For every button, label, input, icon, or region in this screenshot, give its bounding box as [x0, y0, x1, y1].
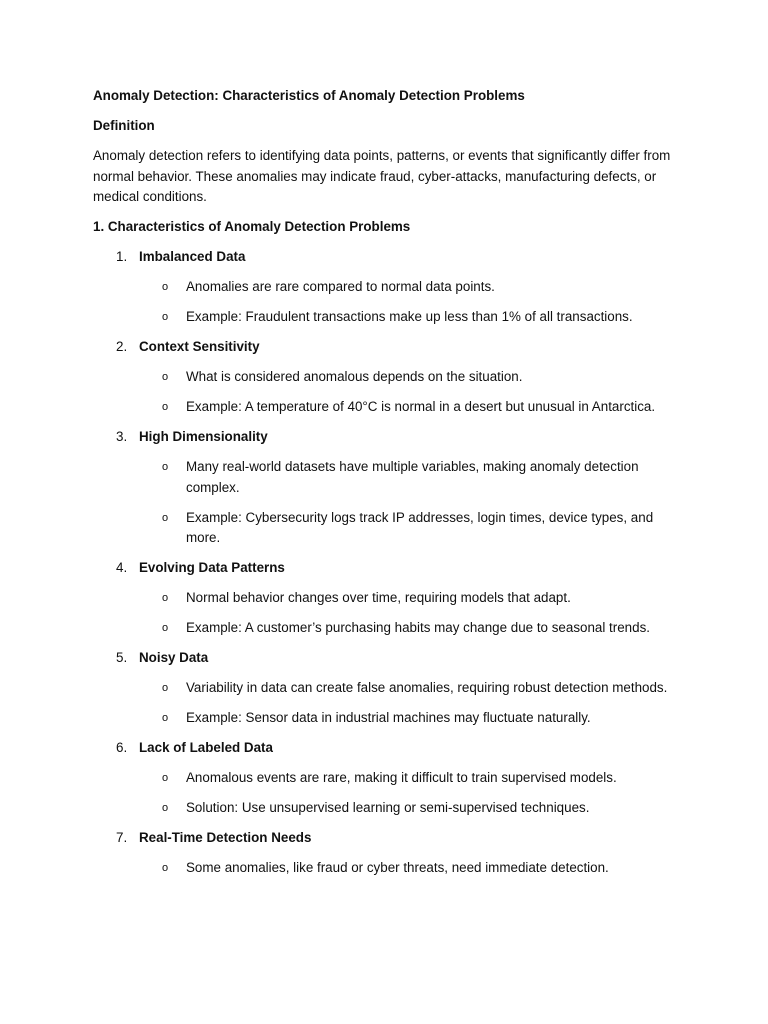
circle-bullet-icon: o	[162, 371, 169, 383]
sub-point-text: Some anomalies, like fraud or cyber threats, need immediate detection.	[186, 860, 609, 875]
item-heading	[93, 247, 683, 268]
list-item	[93, 247, 683, 328]
sub-point	[93, 457, 683, 498]
item-title: Evolving Data Patterns	[139, 560, 285, 575]
item-title: High Dimensionality	[139, 429, 268, 444]
circle-bullet-icon: o	[162, 461, 169, 473]
sub-point-list	[93, 367, 683, 418]
sub-point-text: Anomalous events are rare, making it difficult to train supervised models.	[186, 770, 617, 785]
sub-point	[93, 367, 683, 388]
list-item	[93, 558, 683, 639]
sub-point-text: Example: Fraudulent transactions make up less than 1% of all transactions.	[186, 309, 633, 324]
sub-point-list	[93, 768, 683, 819]
sub-point-text: Example: A customer’s purchasing habits may change due to seasonal trends.	[186, 620, 650, 635]
characteristics-list	[93, 247, 683, 879]
list-item	[93, 337, 683, 418]
sub-point-list	[93, 858, 683, 879]
item-number: 6.	[116, 740, 128, 755]
item-title: Real-Time Detection Needs	[139, 830, 312, 845]
sub-point	[93, 508, 683, 549]
list-item	[93, 427, 683, 549]
item-number: 5.	[116, 650, 128, 665]
item-heading	[93, 427, 683, 448]
circle-bullet-icon: o	[162, 772, 169, 784]
sub-point	[93, 588, 683, 609]
sub-point	[93, 798, 683, 819]
item-title: Lack of Labeled Data	[139, 740, 273, 755]
circle-bullet-icon: o	[162, 622, 169, 634]
document-page	[93, 86, 683, 888]
item-number: 4.	[116, 560, 128, 575]
sub-point	[93, 618, 683, 639]
circle-bullet-icon: o	[162, 802, 169, 814]
document-title: Anomaly Detection: Characteristics of Anomaly Detection Problems	[93, 88, 525, 103]
item-title: Noisy Data	[139, 650, 209, 665]
circle-bullet-icon: o	[162, 862, 169, 874]
sub-point-text: Example: Cybersecurity logs track IP addresses, login times, device types, and more.	[186, 509, 654, 545]
sub-point-text: What is considered anomalous depends on the situation.	[186, 369, 523, 384]
sub-point-text: Example: A temperature of 40°C is normal in a desert but unusual in Antarctica.	[186, 399, 656, 414]
item-number: 3.	[116, 429, 128, 444]
circle-bullet-icon: o	[162, 682, 169, 694]
sub-point	[93, 277, 683, 298]
item-number: 2.	[116, 339, 128, 354]
sub-point	[93, 307, 683, 328]
circle-bullet-icon: o	[162, 712, 169, 724]
sub-point-list	[93, 277, 683, 328]
section-heading: 1. Characteristics of Anomaly Detection Problems	[93, 219, 411, 234]
list-item	[93, 648, 683, 729]
circle-bullet-icon: o	[162, 511, 169, 524]
sub-point	[93, 768, 683, 789]
circle-bullet-icon: o	[162, 401, 169, 413]
sub-point-list	[93, 457, 683, 549]
sub-point-text: Solution: Use unsupervised learning or semi-supervised techniques.	[186, 800, 590, 815]
item-heading	[93, 558, 683, 579]
item-heading	[93, 738, 683, 759]
item-heading	[93, 337, 683, 358]
sub-point-text: Variability in data can create false anomalies, requiring robust detection methods.	[186, 680, 668, 695]
item-number: 1.	[116, 249, 128, 264]
item-title: Context Sensitivity	[139, 339, 260, 354]
circle-bullet-icon: o	[162, 592, 169, 604]
sub-point	[93, 858, 683, 879]
item-title: Imbalanced Data	[139, 249, 246, 264]
sub-point	[93, 397, 683, 418]
sub-point	[93, 708, 683, 729]
sub-point-text: Example: Sensor data in industrial machines may fluctuate naturally.	[186, 710, 591, 725]
sub-point	[93, 678, 683, 699]
definition-heading: Definition	[93, 118, 155, 133]
sub-point-text: Many real-world datasets have multiple variables, making anomaly detection complex.	[186, 459, 639, 495]
sub-point-list	[93, 678, 683, 729]
circle-bullet-icon: o	[162, 281, 169, 293]
sub-point-list	[93, 588, 683, 639]
list-item	[93, 738, 683, 819]
item-heading	[93, 828, 683, 849]
item-number: 7.	[116, 830, 128, 845]
sub-point-text: Normal behavior changes over time, requiring models that adapt.	[186, 590, 571, 605]
definition-paragraph: Anomaly detection refers to identifying data points, patterns, or events that significantly differ from normal behavior. These anomalies may indicate fraud, cyber-attacks, manufacturing defects, or medical conditions.	[93, 148, 671, 204]
item-heading	[93, 648, 683, 669]
circle-bullet-icon: o	[162, 311, 169, 323]
sub-point-text: Anomalies are rare compared to normal data points.	[186, 279, 495, 294]
list-item	[93, 828, 683, 879]
